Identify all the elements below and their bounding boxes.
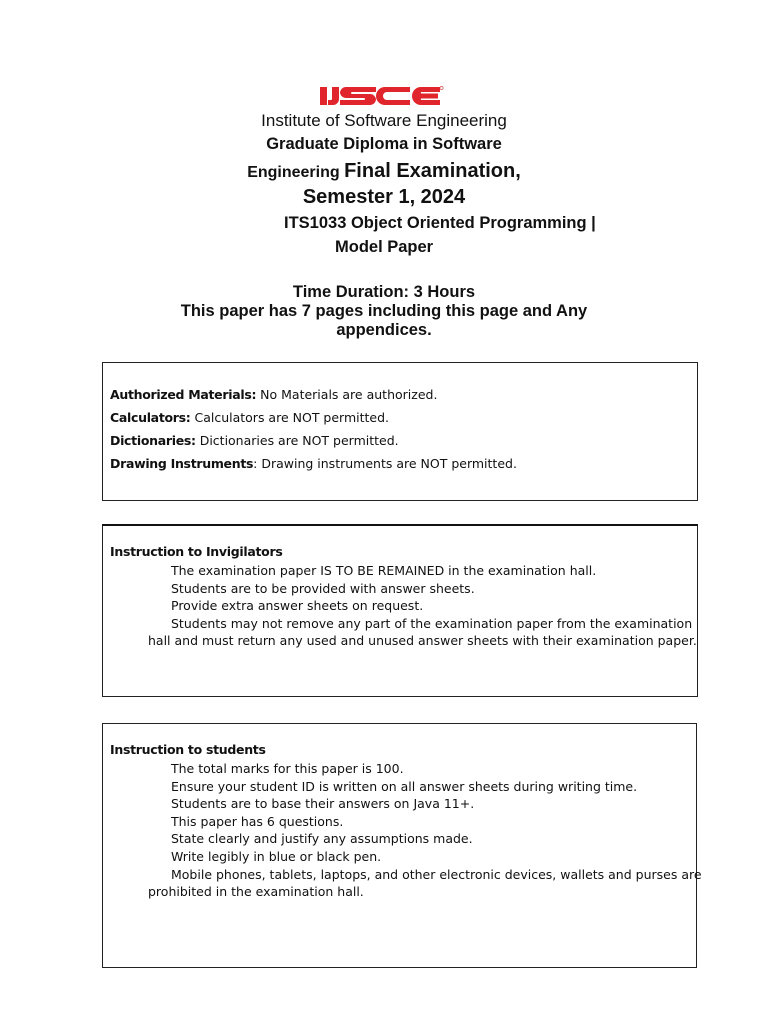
program-title-engineering: Engineering <box>247 164 340 181</box>
materials-value: Calculators are NOT permitted. <box>190 410 390 425</box>
list-item: Provide extra answer sheets on request. <box>171 598 424 614</box>
program-title-line2 <box>0 160 768 183</box>
students-list <box>103 760 702 901</box>
materials-label: Dictionaries: <box>110 433 196 448</box>
continuation-text: hall and must return any used and unused answer sheets with their examination paper. <box>148 633 697 649</box>
page-count-line2: appendices. <box>336 321 432 339</box>
materials-row-calculators <box>110 410 389 425</box>
list-item: Students are to base their answers on Java 11+. <box>171 796 475 812</box>
list-item-continuation <box>103 883 699 901</box>
invigilator-title: Instruction to Invigilators <box>110 544 283 559</box>
materials-value: No Materials are authorized. <box>256 387 438 402</box>
invigilator-instructions-box <box>102 524 698 697</box>
ijse-logo <box>318 85 444 107</box>
program-title-line1: Graduate Diploma in Software <box>266 135 502 153</box>
continuation-text: prohibited in the examination hall. <box>148 884 364 900</box>
materials-label: Drawing Instruments <box>110 456 254 471</box>
list-item: Students are to be provided with answer sheets. <box>171 580 475 596</box>
materials-row-authorized <box>110 387 437 402</box>
paper-type: Model Paper <box>335 238 434 256</box>
invigilator-list <box>103 562 699 650</box>
list-item-continuation <box>103 632 699 650</box>
materials-row-dictionaries <box>110 433 399 448</box>
materials-box <box>102 362 698 501</box>
exam-title: Final Examination, <box>344 160 521 182</box>
materials-label: Authorized Materials: <box>110 387 257 402</box>
student-instructions-box <box>102 723 702 968</box>
list-item: The total marks for this paper is 100. <box>171 761 404 776</box>
materials-label: Calculators: <box>110 410 191 425</box>
list-item: This paper has 6 questions. <box>171 813 344 829</box>
list-item: Ensure your student ID is written on all answer sheets during writing time. <box>171 778 638 794</box>
students-title: Instruction to students <box>110 742 266 757</box>
semester-title: Semester 1, 2024 <box>302 186 466 208</box>
list-item: Write legibly in blue or black pen. <box>171 848 382 864</box>
materials-value: Dictionaries are NOT permitted. <box>195 433 399 448</box>
list-item: Students may not remove any part of the examination paper from the examination <box>171 615 693 631</box>
page-count-line1: This paper has 7 pages including this page and Any <box>180 302 588 320</box>
list-item: State clearly and justify any assumptions made. <box>171 831 473 847</box>
list-item: The examination paper IS TO BE REMAINED in the examination hall. <box>171 563 597 578</box>
materials-value: : Drawing instruments are NOT permitted. <box>253 456 517 471</box>
institute-name: Institute of Software Engineering <box>261 111 507 130</box>
time-duration: Time Duration: 3 Hours <box>292 283 476 301</box>
list-item: Mobile phones, tablets, laptops, and other electronic devices, wallets and purses are <box>171 866 702 882</box>
module-title: ITS1033 Object Oriented Programming | <box>284 214 596 232</box>
materials-row-drawing <box>110 456 517 471</box>
